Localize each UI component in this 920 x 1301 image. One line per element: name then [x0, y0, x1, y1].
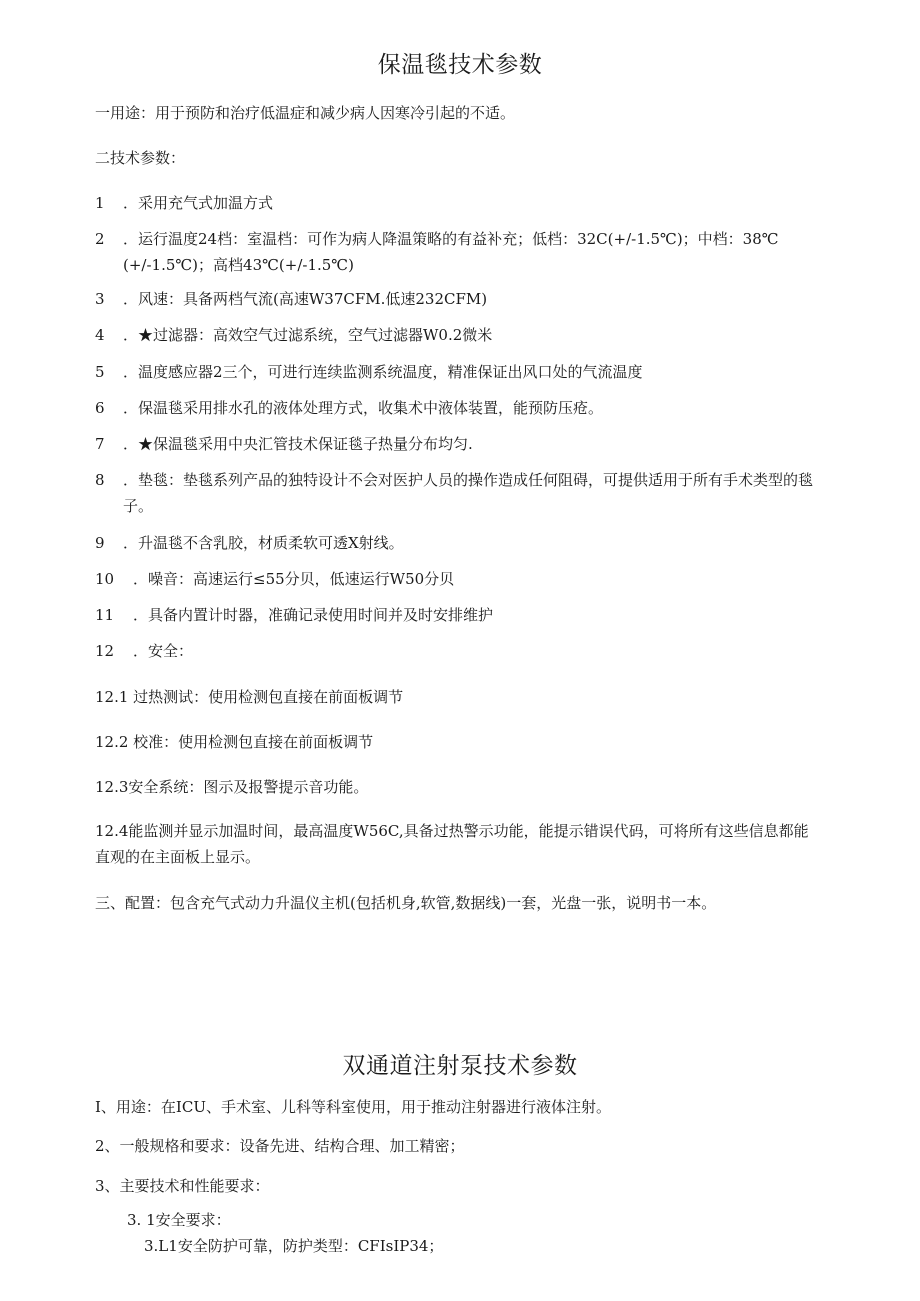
- doc1-usage: 一用途：用于预防和治疗低温症和减少病人因寒冷引起的不适。: [95, 104, 516, 122]
- spec-item-text: ．安全：: [133, 642, 194, 660]
- spec-item-text: ．噪音：高速运行≤55分贝，低速运行W50分贝: [133, 570, 455, 588]
- doc1-specs-heading: 二技术参数：: [95, 149, 186, 167]
- doc2-sub-item: 3.L1安全防护可靠，防护类型：CFIsIP34；: [144, 1237, 444, 1255]
- spec-item-number: 1: [95, 194, 105, 212]
- spec-item-text: ．★过滤器：高效空气过滤系统，空气过滤器W0.2微米: [123, 326, 493, 344]
- spec-item-number: 3: [95, 290, 105, 308]
- spec-item-text: ．保温毯采用排水孔的液体处理方式，收集术中液体装置，能预防压疮。: [123, 399, 604, 417]
- spec-item-text: ．升温毯不含乳胶，材质柔软可透X射线。: [123, 534, 404, 552]
- safety-item: 12.4能监测并显示加温时间，最高温度W56C,具备过热警示功能，能提示错误代码，可将所有这些信息都能直观的在主面板上显示。: [95, 822, 809, 866]
- safety-item: 12.3安全系统：图示及报警提示音功能。: [95, 778, 369, 796]
- doc2-line: 3、主要技术和性能要求：: [95, 1177, 270, 1195]
- doc2-line: 2、一般规格和要求：设备先进、结构合理、加工精密；: [95, 1137, 465, 1155]
- spec-item-number: 12: [95, 642, 115, 660]
- spec-item-text: ．运行温度24档：室温档：可作为病人降温策略的有益补充；低档：32C(+/-1.5℃)；中档：38℃(+/-1.5℃)；高档43℃(+/-1.5℃): [123, 230, 779, 274]
- spec-item-text: ．★保温毯采用中央汇管技术保证毯子热量分布均匀.: [123, 435, 473, 453]
- spec-item-text: ．采用充气式加温方式: [123, 194, 274, 212]
- doc1-config: 三、配置：包含充气式动力升温仪主机(包括机身,软管,数据线)一套，光盘一张，说明书一本。: [95, 894, 717, 912]
- safety-item: 12.1 过热测试：使用检测包直接在前面板调节: [95, 688, 404, 706]
- spec-item-number: 4: [95, 326, 105, 344]
- spec-item-number: 11: [95, 606, 115, 624]
- spec-item-text: ．温度感应器2三个，可进行连续监测系统温度，精准保证出风口处的气流温度: [123, 363, 643, 381]
- doc1-title: 保温毯技术参数: [377, 52, 543, 78]
- spec-item-number: 8: [95, 471, 105, 489]
- doc2-sub-heading: 3. 1安全要求：: [127, 1211, 231, 1229]
- spec-item-number: 7: [95, 435, 105, 453]
- spec-item-text: ．风速：具备两档气流(高速W37CFM.低速232CFM): [123, 290, 488, 308]
- spec-item-text: ．垫毯：垫毯系列产品的独特设计不会对医护人员的操作造成任何阻碍，可提供适用于所有手术类型的毯子。: [123, 471, 814, 515]
- spec-item-number: 5: [95, 363, 105, 381]
- safety-item: 12.2 校准：使用检测包直接在前面板调节: [95, 733, 374, 751]
- spec-item-text: ．具备内置计时器，准确记录使用时间并及时安排维护: [133, 606, 494, 624]
- spec-item-number: 10: [95, 570, 115, 588]
- spec-item-number: 6: [95, 399, 105, 417]
- doc2-line: I、用途：在ICU、手术室、儿科等科室使用，用于推动注射器进行液体注射。: [95, 1098, 611, 1116]
- spec-item-number: 9: [95, 534, 105, 552]
- spec-item-number: 2: [95, 230, 105, 248]
- doc2-title: 双通道注射泵技术参数: [342, 1053, 578, 1079]
